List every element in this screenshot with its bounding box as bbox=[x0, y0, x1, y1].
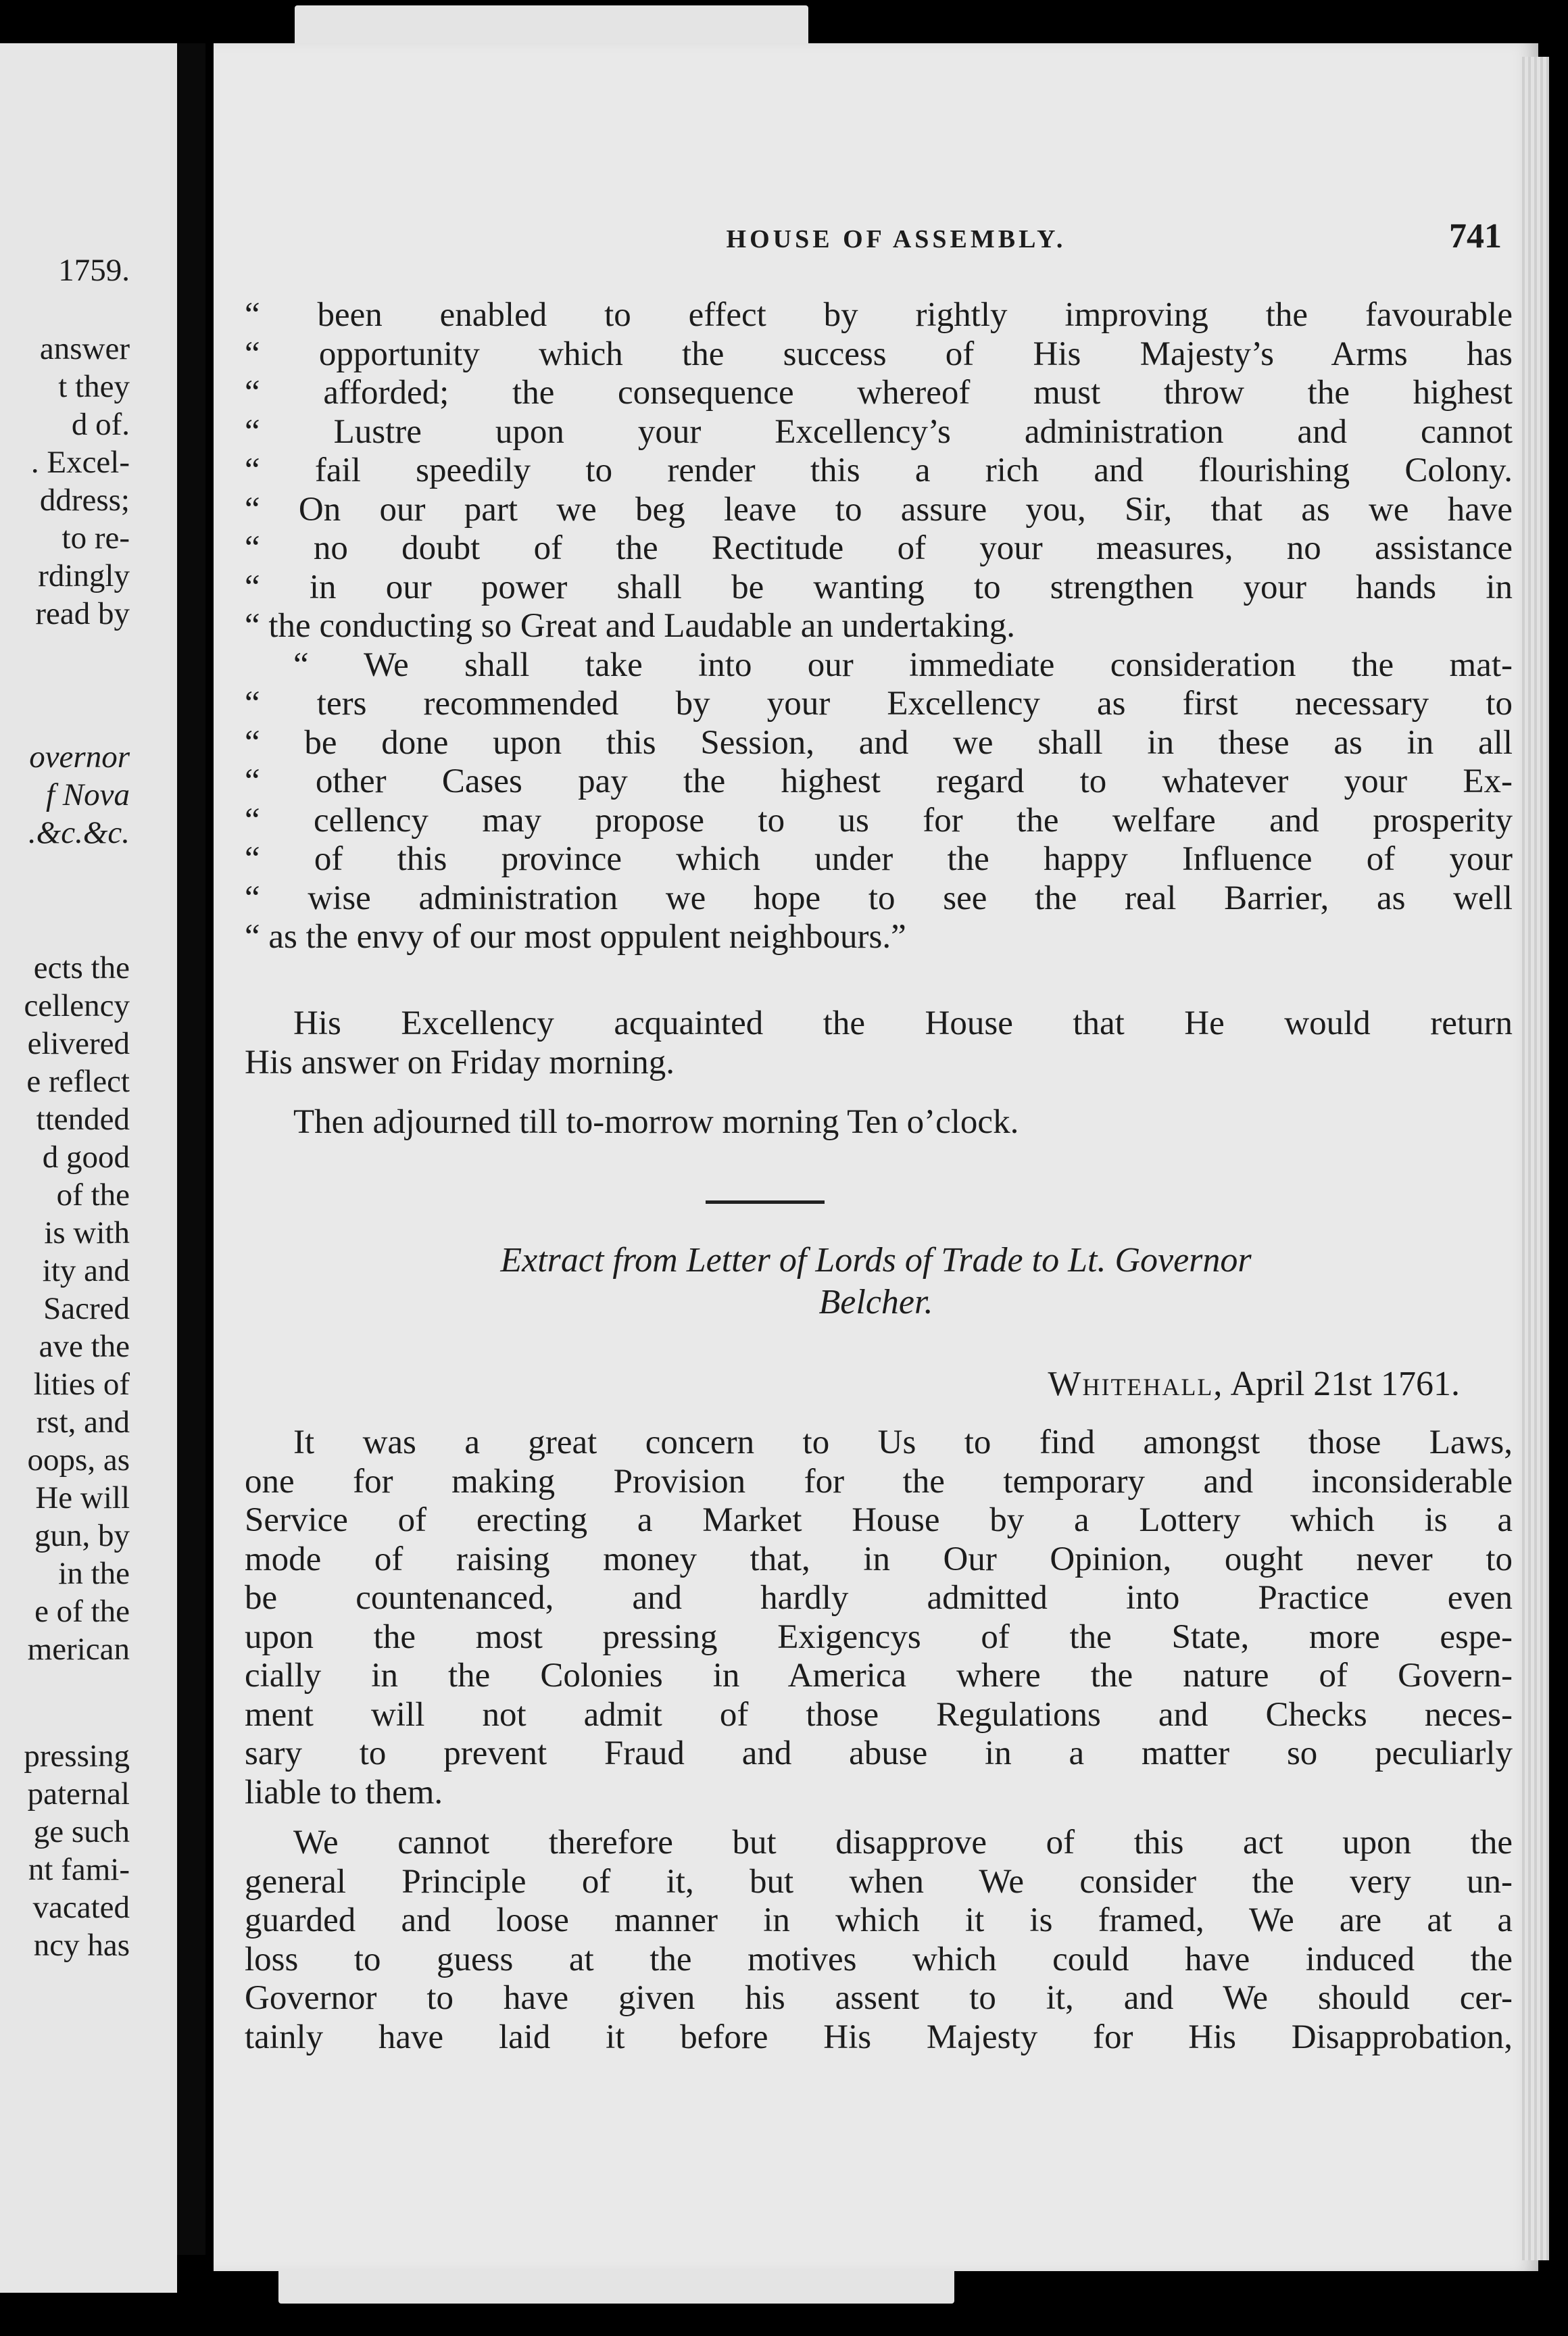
text-line: “ of this province which under the happy Influence of your bbox=[245, 840, 1513, 878]
text-line: “ afforded; the consequence whereof must throw the highest bbox=[245, 374, 1513, 412]
text-line: liable to them. bbox=[245, 1773, 443, 1811]
adjourn-line: Then adjourned till to-morrow morning Ten o’clock. bbox=[293, 1103, 1019, 1141]
text-line: “ ters recommended by your Excellency as first necessary to bbox=[245, 685, 1513, 723]
left-page-fragment: ge such bbox=[33, 1814, 130, 1849]
text-line: Service of erecting a Market House by a Lottery which is a bbox=[245, 1501, 1513, 1539]
text-line: “ wise administration we hope to see the real Barrier, as well bbox=[245, 879, 1513, 917]
previous-page-fragment bbox=[0, 43, 177, 2293]
left-page-fragment: 1759. bbox=[58, 253, 130, 288]
text-line: cially in the Colonies in America where the nature of Govern- bbox=[245, 1657, 1513, 1695]
left-page-fragment: ects the bbox=[33, 950, 130, 986]
left-page-fragment: e reflect bbox=[26, 1064, 130, 1099]
text-line: be countenanced, and hardly admitted into Practice even bbox=[245, 1579, 1513, 1617]
text-line: ment will not admit of those Regulations and Checks neces- bbox=[245, 1695, 1513, 1734]
section-divider bbox=[706, 1200, 825, 1204]
book-gutter bbox=[177, 43, 205, 2255]
dateline-date: April 21st 1761. bbox=[1230, 1365, 1460, 1403]
left-page-fragment: .&c.&c. bbox=[28, 815, 130, 850]
left-page-fragment: ity and bbox=[42, 1253, 130, 1288]
text-line: guarded and loose manner in which it is framed, We are at a bbox=[245, 1901, 1513, 1939]
left-page-fragment: is with bbox=[44, 1215, 130, 1250]
left-page-fragment: to re- bbox=[62, 520, 130, 556]
text-line: “ Lustre upon your Excellency’s administration and cannot bbox=[245, 412, 1513, 451]
dateline-place: Whitehall, bbox=[1048, 1365, 1224, 1403]
text-line: “ in our power shall be wanting to strengthen your hands in bbox=[245, 568, 1513, 606]
text-line: “ as the envy of our most oppulent neighbours.” bbox=[245, 918, 906, 956]
page-number: 741 bbox=[1449, 217, 1502, 256]
left-page-fragment: cellency bbox=[24, 988, 130, 1023]
left-page-fragment: pressing bbox=[24, 1738, 130, 1774]
left-page-fragment: paternal bbox=[27, 1776, 130, 1811]
left-page-fragment: ttended bbox=[36, 1102, 130, 1137]
text-line: upon the most pressing Exigencys of the State, more espe- bbox=[245, 1617, 1513, 1656]
left-page-fragment: t they bbox=[58, 369, 130, 404]
left-page-fragment: oops, as bbox=[27, 1442, 130, 1478]
paper-slip-bottom bbox=[278, 2268, 954, 2304]
left-page-fragment: rst, and bbox=[36, 1405, 130, 1440]
text-line: “ no doubt of the Rectitude of your measures, no assistance bbox=[245, 529, 1513, 567]
left-page-fragment: d of. bbox=[71, 407, 130, 442]
text-line: general Principle of it, but when We consider the very un- bbox=[245, 1862, 1513, 1901]
text-line: “ On our part we beg leave to assure you, Sir, that as we have bbox=[245, 490, 1513, 529]
left-page-fragment: answer bbox=[39, 331, 130, 366]
text-line: “ other Cases pay the highest regard to whatever your Ex- bbox=[245, 762, 1513, 800]
text-line: tainly have laid it before His Majesty for His Disapprobation, bbox=[245, 2018, 1513, 2056]
text-line: “ cellency may propose to us for the welfare and prosperity bbox=[245, 801, 1513, 840]
text-line: It was a great concern to Us to find amongst those Laws, bbox=[293, 1424, 1513, 1461]
left-page-fragment: overnor bbox=[29, 739, 130, 775]
left-page-fragment: ave the bbox=[39, 1329, 130, 1364]
left-page-fragment: nt fami- bbox=[28, 1852, 130, 1887]
left-page-fragment: Sacred bbox=[43, 1291, 130, 1326]
text-line: “ fail speedily to render this a rich and flourishing Colony. bbox=[245, 452, 1513, 489]
text-line: “ We shall take into our immediate consideration the mat- bbox=[293, 646, 1513, 684]
letter-dateline bbox=[822, 1364, 1460, 1404]
left-page-fragment: in the bbox=[58, 1556, 130, 1591]
left-page-fragment: vacated bbox=[32, 1890, 130, 1925]
left-page-fragment: gun, by bbox=[34, 1518, 130, 1553]
text-line: His answer on Friday morning. bbox=[245, 1044, 675, 1081]
left-page-fragment: read by bbox=[35, 596, 130, 631]
text-line: “ be done upon this Session, and we shall in these as in all bbox=[245, 723, 1513, 762]
text-line: “ the conducting so Great and Laudable an undertaking. bbox=[245, 607, 1016, 645]
left-page-fragment: of the bbox=[56, 1177, 130, 1213]
extract-heading-line-2: Belcher. bbox=[818, 1283, 933, 1321]
left-page-fragment: rdingly bbox=[38, 558, 130, 593]
extract-heading-line-1: Extract from Letter of Lords of Trade to Lt. Governor bbox=[500, 1241, 1252, 1280]
page-edges bbox=[1522, 57, 1549, 2260]
left-page-fragment: elivered bbox=[27, 1026, 130, 1061]
text-line: His Excellency acquainted the House that He would return bbox=[293, 1004, 1513, 1042]
text-line: sary to prevent Fraud and abuse in a matter so peculiarly bbox=[245, 1734, 1513, 1772]
text-line: mode of raising money that, in Our Opinion, ought never to bbox=[245, 1540, 1513, 1578]
text-line: Governor to have given his assent to it, and We should cer- bbox=[245, 1979, 1513, 2017]
running-head: HOUSE OF ASSEMBLY. bbox=[726, 225, 1067, 253]
left-page-fragment: e of the bbox=[34, 1594, 130, 1629]
text-line: We cannot therefore but disapprove of this act upon the bbox=[293, 1824, 1513, 1862]
left-page-fragment: merican bbox=[27, 1632, 130, 1667]
text-line: loss to guess at the motives which could have induced the bbox=[245, 1940, 1513, 1978]
book-page bbox=[214, 43, 1538, 2271]
left-page-fragment: ddress; bbox=[39, 483, 130, 518]
left-page-fragment: . Excel- bbox=[30, 445, 130, 480]
left-page-fragment: lities of bbox=[33, 1367, 130, 1402]
left-page-fragment: f Nova bbox=[45, 777, 130, 812]
left-page-fragment: ncy has bbox=[33, 1928, 130, 1963]
text-line: “ opportunity which the success of His Majesty’s Arms has bbox=[245, 335, 1513, 373]
left-page-fragment: d good bbox=[42, 1140, 130, 1175]
text-line: one for making Provision for the temporary and inconsiderable bbox=[245, 1462, 1513, 1501]
left-page-fragment: He will bbox=[35, 1480, 130, 1515]
text-line: “ been enabled to effect by rightly improving the favourable bbox=[245, 296, 1513, 334]
